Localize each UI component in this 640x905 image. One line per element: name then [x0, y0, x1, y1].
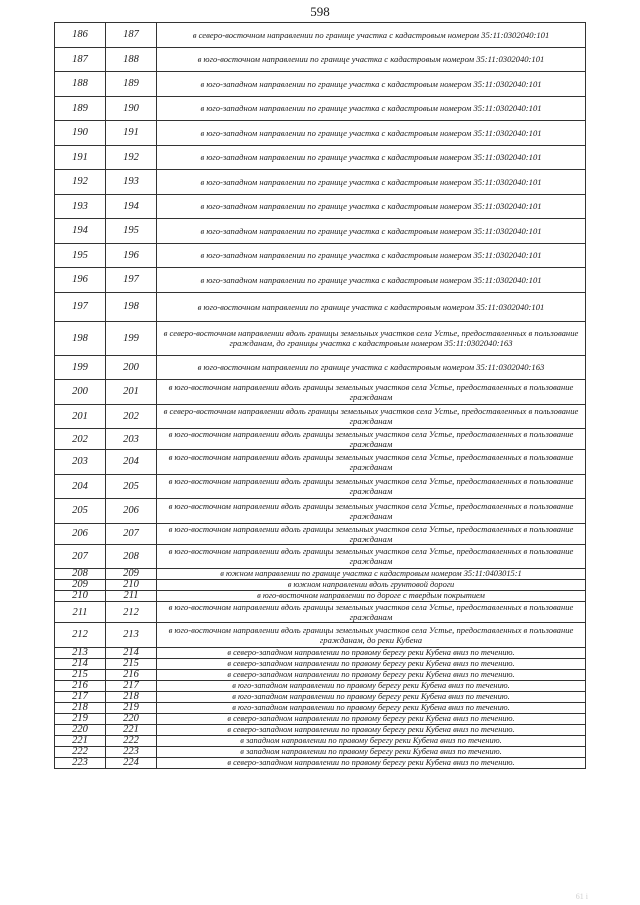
to-point-cell: 207: [106, 523, 157, 544]
table-row: [55, 544, 586, 569]
corner-mark: 61 i: [575, 892, 588, 901]
to-point-cell: 194: [106, 194, 157, 219]
to-point-cell: 213: [106, 623, 157, 648]
table-row: [55, 669, 586, 680]
table-row: [55, 72, 586, 97]
direction-description-cell: в западном направлении по правому берегу реки Кубена вниз по течению.: [157, 746, 586, 757]
from-point-cell: 222: [55, 746, 106, 757]
direction-description-cell: в северо-западном направлении по правому берегу реки Кубена вниз по течению.: [157, 658, 586, 669]
to-point-cell: 196: [106, 243, 157, 268]
table-row: [55, 658, 586, 669]
table-row: [55, 145, 586, 170]
direction-description-cell: в юго-восточном направлении вдоль границы земельных участков села Устье, предоставленных в пользование гражданам: [157, 474, 586, 499]
to-point-cell: 191: [106, 121, 157, 146]
table-row: [55, 713, 586, 724]
table-row: [55, 702, 586, 713]
to-point-cell: 223: [106, 746, 157, 757]
direction-description-cell: в юго-западном направлении по границе участка с кадастровым номером 35:11:0302040:101: [157, 96, 586, 121]
page-number: 598: [310, 4, 330, 19]
direction-description-cell: в юго-восточном направлении по границе участка с кадастровым номером 35:11:0302040:101: [157, 47, 586, 72]
from-point-cell: 195: [55, 243, 106, 268]
direction-description-cell: в юго-восточном направлении по дороге с твердым покрытием: [157, 591, 586, 602]
to-point-cell: 195: [106, 219, 157, 244]
from-point-cell: 205: [55, 499, 106, 524]
from-point-cell: 202: [55, 429, 106, 450]
from-point-cell: 204: [55, 474, 106, 499]
direction-description-cell: в юго-восточном направлении вдоль границы земельных участков села Устье, предоставленных в пользование гражданам: [157, 602, 586, 623]
table-body: [55, 23, 586, 769]
from-point-cell: 223: [55, 757, 106, 768]
from-point-cell: 191: [55, 145, 106, 170]
table-row: [55, 691, 586, 702]
table-row: [55, 474, 586, 499]
from-point-cell: 189: [55, 96, 106, 121]
from-point-cell: 212: [55, 623, 106, 648]
to-point-cell: 219: [106, 702, 157, 713]
direction-description-cell: в юго-восточном направлении по границе участка с кадастровым номером 35:11:0302040:101: [157, 292, 586, 321]
direction-description-cell: в юго-восточном направлении вдоль границы земельных участков села Устье, предоставленных в пользование гражданам: [157, 380, 586, 405]
from-point-cell: 187: [55, 47, 106, 72]
to-point-cell: 189: [106, 72, 157, 97]
from-point-cell: 203: [55, 450, 106, 475]
direction-description-cell: в юго-восточном направлении вдоль границы земельных участков села Устье, предоставленных в пользование гражданам: [157, 544, 586, 569]
direction-description-cell: в юго-западном направлении по границе участка с кадастровым номером 35:11:0302040:101: [157, 72, 586, 97]
from-point-cell: 190: [55, 121, 106, 146]
direction-description-cell: в юго-восточном направлении вдоль границы земельных участков села Устье, предоставленных в пользование гражданам: [157, 450, 586, 475]
to-point-cell: 199: [106, 321, 157, 355]
direction-description-cell: в северо-западном направлении по правому берегу реки Кубена вниз по течению.: [157, 757, 586, 768]
from-point-cell: 200: [55, 380, 106, 405]
from-point-cell: 211: [55, 602, 106, 623]
to-point-cell: 188: [106, 47, 157, 72]
to-point-cell: 212: [106, 602, 157, 623]
from-point-cell: 210: [55, 591, 106, 602]
table-row: [55, 292, 586, 321]
table-row: [55, 321, 586, 355]
table-row: [55, 746, 586, 757]
table-row: [55, 523, 586, 544]
from-point-cell: 186: [55, 23, 106, 48]
table-row: [55, 647, 586, 658]
to-point-cell: 198: [106, 292, 157, 321]
direction-description-cell: в северо-восточном направлении вдоль границы земельных участков села Устье, предоставленных в пользование гражданам, до границы участка с кадастровым номером 35:11:0302040:163: [157, 321, 586, 355]
from-point-cell: 196: [55, 268, 106, 293]
direction-description-cell: в северо-западном направлении по правому берегу реки Кубена вниз по течению.: [157, 647, 586, 658]
table-row: [55, 757, 586, 768]
from-point-cell: 192: [55, 170, 106, 195]
from-point-cell: 206: [55, 523, 106, 544]
to-point-cell: 209: [106, 569, 157, 580]
from-point-cell: 213: [55, 647, 106, 658]
to-point-cell: 215: [106, 658, 157, 669]
to-point-cell: 201: [106, 380, 157, 405]
table-row: [55, 380, 586, 405]
table-row: [55, 450, 586, 475]
to-point-cell: 220: [106, 713, 157, 724]
from-point-cell: 208: [55, 569, 106, 580]
direction-description-cell: в юго-западном направлении по правому берегу реки Кубена вниз по течению.: [157, 702, 586, 713]
to-point-cell: 214: [106, 647, 157, 658]
direction-description-cell: в юго-восточном направлении по границе участка с кадастровым номером 35:11:0302040:163: [157, 355, 586, 380]
direction-description-cell: в юго-западном направлении по границе участка с кадастровым номером 35:11:0302040:101: [157, 268, 586, 293]
from-point-cell: 193: [55, 194, 106, 219]
table-row: [55, 404, 586, 429]
direction-description-cell: в южном направлении по границе участка с кадастровым номером 35:11:0403015:1: [157, 569, 586, 580]
table-row: [55, 724, 586, 735]
table-row: [55, 499, 586, 524]
to-point-cell: 203: [106, 429, 157, 450]
to-point-cell: 197: [106, 268, 157, 293]
from-point-cell: 221: [55, 735, 106, 746]
to-point-cell: 221: [106, 724, 157, 735]
to-point-cell: 192: [106, 145, 157, 170]
table-row: [55, 680, 586, 691]
from-point-cell: 220: [55, 724, 106, 735]
table-row: [55, 121, 586, 146]
boundary-description-table: [54, 22, 586, 769]
direction-description-cell: в юго-западном направлении по границе участка с кадастровым номером 35:11:0302040:101: [157, 243, 586, 268]
table-row: [55, 170, 586, 195]
to-point-cell: 224: [106, 757, 157, 768]
table-row: [55, 268, 586, 293]
table-row: [55, 591, 586, 602]
table-row: [55, 194, 586, 219]
table-row: [55, 243, 586, 268]
direction-description-cell: в юго-восточном направлении вдоль границы земельных участков села Устье, предоставленных в пользование гражданам: [157, 523, 586, 544]
direction-description-cell: в северо-западном направлении по правому берегу реки Кубена вниз по течению.: [157, 713, 586, 724]
direction-description-cell: в западном направлении по правому берегу реки Кубена вниз по течению.: [157, 735, 586, 746]
direction-description-cell: в юго-восточном направлении вдоль границы земельных участков села Устье, предоставленных в пользование гражданам: [157, 499, 586, 524]
from-point-cell: 207: [55, 544, 106, 569]
from-point-cell: 217: [55, 691, 106, 702]
table-row: [55, 580, 586, 591]
to-point-cell: 222: [106, 735, 157, 746]
direction-description-cell: в северо-восточном направлении по границе участка с кадастровым номером 35:11:0302040:101: [157, 23, 586, 48]
from-point-cell: 214: [55, 658, 106, 669]
direction-description-cell: в юго-западном направлении по границе участка с кадастровым номером 35:11:0302040:101: [157, 194, 586, 219]
table-row: [55, 735, 586, 746]
to-point-cell: 204: [106, 450, 157, 475]
direction-description-cell: в северо-западном направлении по правому берегу реки Кубена вниз по течению.: [157, 724, 586, 735]
to-point-cell: 202: [106, 404, 157, 429]
from-point-cell: 199: [55, 355, 106, 380]
table-row: [55, 429, 586, 450]
from-point-cell: 201: [55, 404, 106, 429]
to-point-cell: 218: [106, 691, 157, 702]
from-point-cell: 198: [55, 321, 106, 355]
direction-description-cell: в юго-западном направлении по границе участка с кадастровым номером 35:11:0302040:101: [157, 219, 586, 244]
direction-description-cell: в юго-западном направлении по правому берегу реки Кубена вниз по течению.: [157, 680, 586, 691]
from-point-cell: 188: [55, 72, 106, 97]
to-point-cell: 208: [106, 544, 157, 569]
table-row: [55, 355, 586, 380]
from-point-cell: 218: [55, 702, 106, 713]
to-point-cell: 187: [106, 23, 157, 48]
to-point-cell: 206: [106, 499, 157, 524]
to-point-cell: 217: [106, 680, 157, 691]
from-point-cell: 216: [55, 680, 106, 691]
from-point-cell: 219: [55, 713, 106, 724]
table-row: [55, 623, 586, 648]
direction-description-cell: в северо-западном направлении по правому берегу реки Кубена вниз по течению.: [157, 669, 586, 680]
from-point-cell: 215: [55, 669, 106, 680]
table-row: [55, 23, 586, 48]
direction-description-cell: в юго-западном направлении по границе участка с кадастровым номером 35:11:0302040:101: [157, 121, 586, 146]
from-point-cell: 197: [55, 292, 106, 321]
to-point-cell: 200: [106, 355, 157, 380]
direction-description-cell: в юго-восточном направлении вдоль границы земельных участков села Устье, предоставленных в пользование гражданам: [157, 429, 586, 450]
from-point-cell: 209: [55, 580, 106, 591]
to-point-cell: 211: [106, 591, 157, 602]
direction-description-cell: в северо-восточном направлении вдоль границы земельных участков села Устье, предоставленных в пользование гражданам: [157, 404, 586, 429]
direction-description-cell: в юго-восточном направлении вдоль границы земельных участков села Устье, предоставленных в пользование гражданам, до реки Кубена: [157, 623, 586, 648]
to-point-cell: 205: [106, 474, 157, 499]
to-point-cell: 193: [106, 170, 157, 195]
table-row: [55, 96, 586, 121]
direction-description-cell: в юго-западном направлении по границе участка с кадастровым номером 35:11:0302040:101: [157, 170, 586, 195]
direction-description-cell: в юго-западном направлении по правому берегу реки Кубена вниз по течению.: [157, 691, 586, 702]
direction-description-cell: в юго-западном направлении по границе участка с кадастровым номером 35:11:0302040:101: [157, 145, 586, 170]
direction-description-cell: в южном направлении вдоль грунтовой дороги: [157, 580, 586, 591]
to-point-cell: 216: [106, 669, 157, 680]
to-point-cell: 190: [106, 96, 157, 121]
to-point-cell: 210: [106, 580, 157, 591]
table-row: [55, 47, 586, 72]
table-row: [55, 602, 586, 623]
table-row: [55, 219, 586, 244]
from-point-cell: 194: [55, 219, 106, 244]
table-row: [55, 569, 586, 580]
